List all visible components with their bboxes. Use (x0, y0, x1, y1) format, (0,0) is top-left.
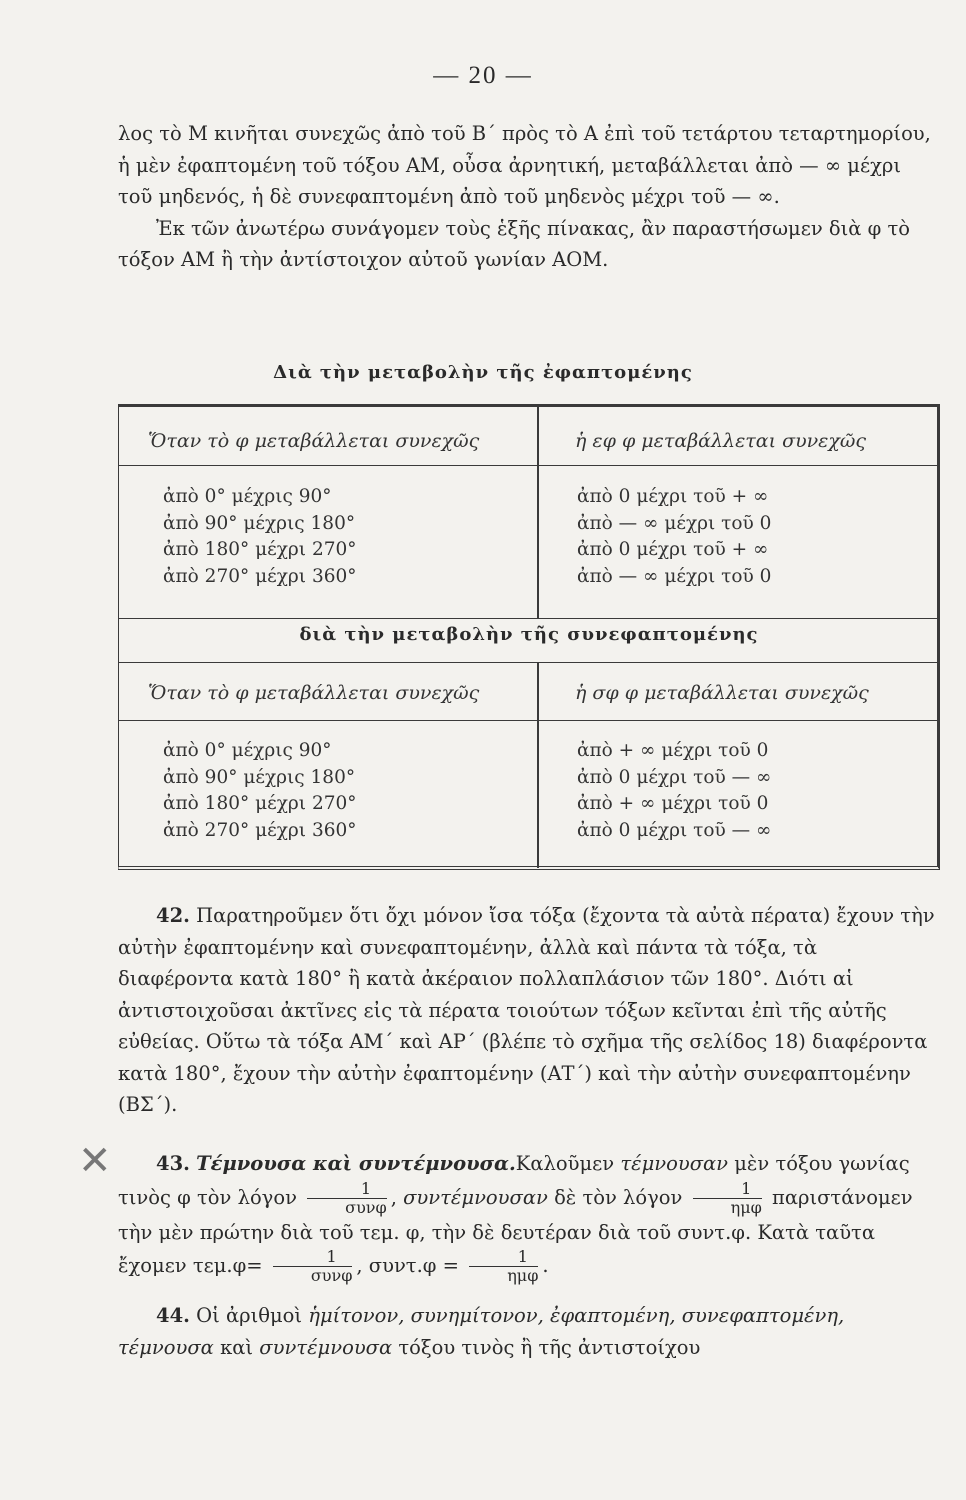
table-cell: ἀπὸ 180° μέχρι 270° (163, 539, 357, 560)
column-divider (537, 406, 539, 618)
table-cell: ἀπὸ 0 μέχρι τοῦ + ∞ (577, 486, 769, 507)
intro-text (118, 118, 938, 276)
table-cell: ἀπὸ + ∞ μέχρι τοῦ 0 (577, 740, 769, 761)
intro-paragraph-1: λος τὸ Μ κινῆται συνεχῶς ἀπὸ τοῦ Β΄ πρὸς τὸ Α ἐπὶ τοῦ τετάρτου τεταρτημορίου, ἡ μὲν ἐφαπτομένη τοῦ τόξου ΑΜ, οὖσα ἀρνητική, μεταβάλλεται ἀπὸ — ∞ μέχρι τοῦ μηδενός, ἡ δὲ συνεφαπτομένη ἀπὸ τοῦ μηδενὸς μέχρι τοῦ — ∞. (118, 122, 931, 208)
table-cell: ἀπὸ 0° μέχρις 90° (163, 486, 332, 507)
cotangent-left-column (163, 738, 357, 844)
fraction-denominator: συνφ (310, 1266, 353, 1285)
section-43-title: Τέμνουσα καὶ συντέμνουσα. (196, 1152, 516, 1175)
fraction-denominator: συνφ (345, 1197, 387, 1217)
fraction-numerator: 1 (469, 1248, 538, 1267)
table-cell: ἀπὸ 270° μέχρι 360° (163, 565, 357, 587)
section-number: 44. (156, 1304, 190, 1327)
tangent-left-header: Ὅταν τὸ φ μεταβάλλεται συνεχῶς (148, 430, 480, 452)
section-43-text: Καλοῦμεν (515, 1152, 615, 1175)
section-44-terms: ἡμίτονον, συνημίτονον, ἐφαπτομένη, συνεφαπτομένη, τέμνουσα (118, 1304, 845, 1359)
table-divider (118, 720, 940, 721)
table-cell: ἀπὸ 0 μέχρι τοῦ — ∞ (577, 766, 772, 788)
cotangent-right-header: ἡ σφ φ μεταβάλλεται συνεχῶς (575, 682, 869, 704)
page-number: — 20 — (433, 62, 533, 89)
fraction-denominator: ημφ (730, 1197, 762, 1217)
tangent-right-column (577, 484, 771, 590)
table-cell: ἀπὸ 90° μέχρις 180° (163, 766, 356, 788)
tangent-right-header: ἡ εφ φ μεταβάλλεται συνεχῶς (575, 430, 867, 452)
section-43-text: . (542, 1254, 549, 1277)
section-44-text: τόξου τινὸς ἢ τῆς ἀντιστοίχου (398, 1335, 701, 1359)
fraction-one-over-cos (273, 1248, 353, 1285)
tangent-left-column (163, 484, 357, 590)
section-44-term: συντέμνουσα (259, 1335, 393, 1359)
cotangent-left-header: Ὅταν τὸ φ μεταβάλλεται συνεχῶς (148, 682, 480, 704)
table-cell: ἀπὸ 0° μέχρις 90° (163, 740, 332, 761)
fraction-numerator: 1 (693, 1180, 762, 1199)
table-cell: ἀπὸ — ∞ μέχρι τοῦ 0 (577, 565, 772, 587)
section-43-text: παριστάνομεν τὴν μὲν πρώτην διὰ τοῦ τεμ. φ, τὴν δὲ δευτέραν διὰ τοῦ συντ.φ. Κατὰ ταῦτα ἔχομεν τεμ.φ= (118, 1185, 913, 1277)
fraction-one-over-cos (307, 1180, 387, 1217)
table-cell: ἀπὸ 0 μέχρι τοῦ — ∞ (577, 819, 772, 841)
table-cell: ἀπὸ 0 μέχρι τοῦ + ∞ (577, 539, 769, 560)
cotangent-right-column (577, 738, 771, 844)
section-43-text: μὲν τόξου γωνίας τινὸς φ τὸν λόγον (118, 1152, 910, 1209)
term-cosecant: συντέμνουσαν (403, 1185, 548, 1209)
table-divider (118, 662, 940, 663)
intro-paragraph-2: Ἐκ τῶν ἀνωτέρω συνάγομεν τοὺς ἑξῆς πίνακας, ἂν παραστήσωμεν διὰ φ τὸ τόξον ΑΜ ἢ τὴν ἀντίστοιχον αὐτοῦ γωνίαν ΑΟΜ. (118, 216, 911, 271)
table-cell: ἀπὸ 270° μέχρι 360° (163, 819, 357, 841)
table-cell: ἀπὸ 180° μέχρι 270° (163, 793, 357, 814)
fraction-one-over-sin (693, 1180, 762, 1217)
section-44 (118, 1300, 938, 1363)
table-cell: ἀπὸ — ∞ μέχρι τοῦ 0 (577, 512, 772, 534)
section-43 (118, 1148, 938, 1285)
section-43-text: , (390, 1185, 397, 1209)
cotangent-table-title: διὰ τὴν μεταβολὴν τῆς συνεφαπτομένης (299, 624, 759, 645)
table-divider (118, 465, 940, 466)
section-number: 42. (156, 904, 190, 927)
column-divider (537, 662, 539, 868)
fraction-denominator: ημφ (507, 1266, 539, 1285)
section-44-text: καὶ (220, 1335, 254, 1359)
section-43-text: δὲ τὸν λόγον (554, 1185, 683, 1209)
section-44-text: Οἱ ἀριθμοὶ (196, 1304, 303, 1327)
section-number: 43. (156, 1152, 190, 1175)
table-cell: ἀπὸ 90° μέχρις 180° (163, 512, 356, 534)
tangent-table-title: Διὰ τὴν μεταβολὴν τῆς ἐφαπτομένης (273, 362, 693, 383)
fraction-numerator: 1 (307, 1180, 387, 1199)
table-cell: ἀπὸ + ∞ μέχρι τοῦ 0 (577, 793, 769, 814)
fraction-numerator: 1 (273, 1248, 353, 1267)
pencil-cross-mark-icon: ✕ (78, 1138, 112, 1184)
term-secant: τέμνουσαν (620, 1152, 729, 1175)
table-divider (118, 618, 940, 619)
section-43-text: , συντ.φ = (356, 1254, 459, 1277)
section-42-text: Παρατηροῦμεν ὅτι ὄχι μόνον ἴσα τόξα (ἔχοντα τὰ αὐτὰ πέρατα) ἔχουν τὴν αὐτὴν ἐφαπτομένην καὶ συνεφαπτομένην, ἀλλὰ καὶ πάντα τὰ τόξα, τὰ διαφέροντα κατὰ 180° ἢ κατὰ ἀκέραιον πολλαπλάσιον τῶν 180°. Διότι αἱ ἀντιστοιχοῦσαι ἀκτῖνες εἰς τὰ πέρατα τοιούτων τόξων κεῖνται ἐπὶ τῆς αὐτῆς εὐθείας. Οὕτω τὰ τόξα ΑΜ΄ καὶ ΑΡ΄ (βλέπε τὸ σχῆμα τῆς σελίδος 18) διαφέροντα κατὰ 180°, ἔχουν τὴν αὐτὴν ἐφαπτομένην (ΑΤ΄) καὶ τὴν αὐτὴν συνεφαπτομένην (ΒΣ΄). (118, 904, 935, 1116)
section-42 (118, 900, 938, 1121)
fraction-one-over-sin (469, 1248, 538, 1285)
